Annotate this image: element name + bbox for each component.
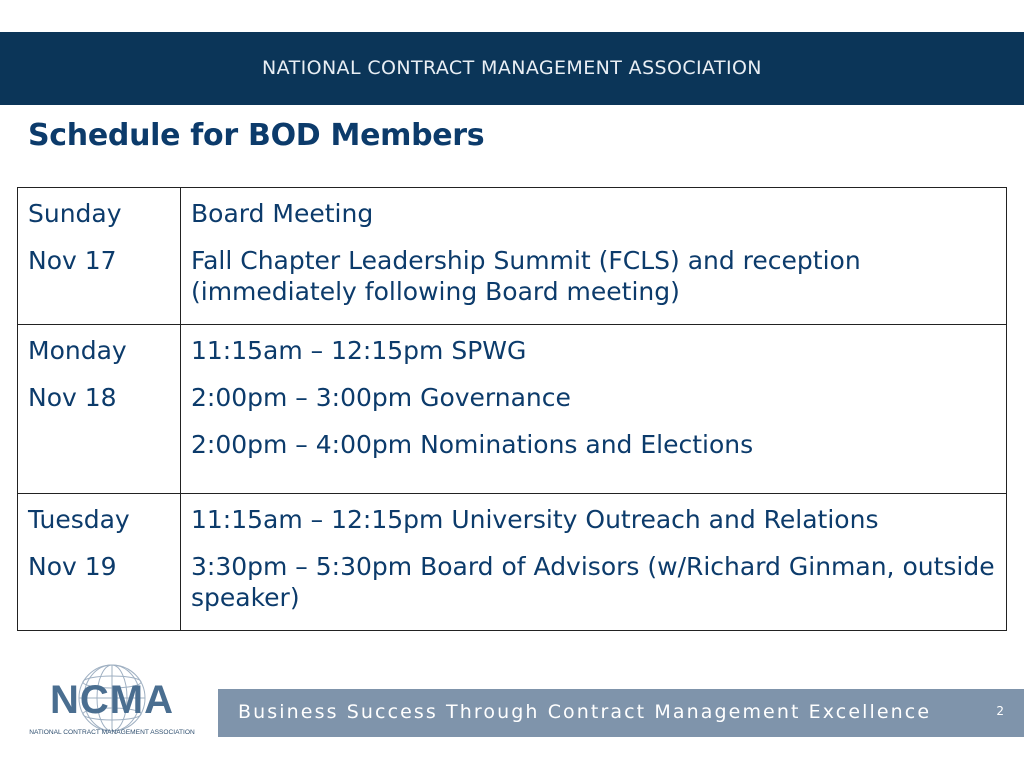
page-number: 2 [996, 704, 1004, 718]
day-name: Sunday [28, 199, 122, 228]
ncma-logo [24, 662, 200, 742]
event-item: 11:15am – 12:15pm SPWG [191, 336, 527, 365]
table-row [18, 494, 1007, 631]
slide-title: Schedule for BOD Members [28, 118, 485, 153]
day-date: Nov 18 [28, 383, 117, 412]
events-cell [181, 494, 1007, 631]
events-cell [181, 325, 1007, 494]
day-name: Monday [28, 336, 127, 365]
event-item: Fall Chapter Leadership Summit (FCLS) and reception (immediately following Board meeting) [191, 246, 861, 306]
header-bar [0, 32, 1024, 105]
event-item: 2:00pm – 4:00pm Nominations and Elections [191, 430, 754, 459]
org-name-header: NATIONAL CONTRACT MANAGEMENT ASSOCIATION [262, 56, 762, 79]
day-cell [18, 325, 181, 494]
day-date: Nov 19 [28, 552, 117, 581]
day-date: Nov 17 [28, 246, 117, 275]
day-cell [18, 188, 181, 325]
table-row [18, 188, 1007, 325]
events-cell [181, 188, 1007, 325]
table-row [18, 325, 1007, 494]
event-item: 2:00pm – 3:00pm Governance [191, 383, 571, 412]
day-name: Tuesday [28, 505, 130, 534]
logo-subtext: NATIONAL CONTRACT MANAGEMENT ASSOCIATION [29, 729, 195, 736]
event-item: 3:30pm – 5:30pm Board of Advisors (w/Richard Ginman, outside speaker) [191, 552, 995, 612]
schedule-table [17, 187, 1007, 631]
logo-text: NCMA [50, 678, 174, 722]
footer-tagline: Business Success Through Contract Management Excellence [238, 701, 932, 723]
globe-logo-icon [24, 662, 200, 742]
event-item: 11:15am – 12:15pm University Outreach and Relations [191, 505, 879, 534]
day-cell [18, 494, 181, 631]
event-item: Board Meeting [191, 199, 374, 228]
footer-bar [218, 689, 1024, 737]
